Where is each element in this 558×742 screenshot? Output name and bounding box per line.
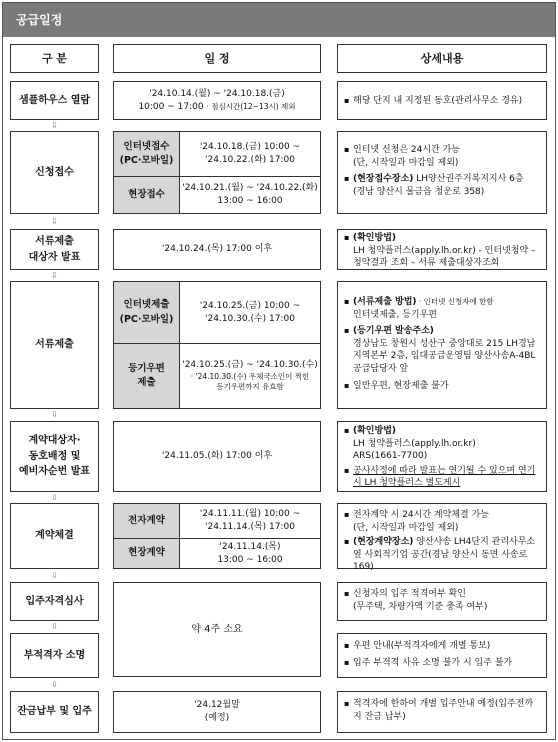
- docs-target-date: '24.10.24.(목) 17:00 이후: [161, 244, 273, 255]
- detail-sample-house: [337, 81, 547, 120]
- onsite-apply-hours: 13:00 ~ 16:00: [217, 196, 283, 206]
- down-arrow-icon: ⇩: [51, 622, 58, 631]
- header-category: 구 분: [10, 44, 99, 73]
- detail-item: ▪ 적격자에 한하여 개별 입주안내 예정(입주전까지 잔금 납부): [344, 698, 540, 723]
- detail-note: · 인터넷 신청자에 한함: [416, 297, 494, 306]
- detail-heading: (확인방법): [353, 426, 397, 436]
- sub-label-internet-apply: 인터넷접수 (PC·모바일): [114, 132, 180, 176]
- detail-item: [344, 325, 540, 375]
- down-arrow-icon: ⇩: [51, 217, 58, 226]
- detail-text: 양산사송 LH4단지 관리사무소 옆 사회적기업 공간(경남 양산시 동면 사송로 169): [353, 537, 536, 573]
- sample-lunch-note: · 점심시간(12~13시) 제외: [206, 101, 296, 111]
- internet-apply-end: '24.10.22.(화) 17:00: [205, 155, 295, 165]
- schedule-contract: [113, 503, 321, 569]
- detail-heading: (등기우편 발송주소): [353, 326, 434, 337]
- detail-heading: (서류제출 방법): [353, 297, 417, 307]
- down-arrow-icon: ⇩: [51, 121, 58, 130]
- detail-heading: (현장계약장소): [353, 537, 414, 548]
- detail-text: ARS(1661-7700): [353, 451, 428, 462]
- category-docs-target: 서류제출 대상자 발표: [10, 229, 99, 270]
- sample-hours: 10:00 ~ 17:00: [138, 101, 204, 112]
- detail-text: (무주택, 차량가액 기준 충족 여부): [353, 601, 488, 612]
- detail-item: [344, 296, 540, 321]
- category-contract: 계약체결: [10, 503, 99, 569]
- detail-item: [344, 173, 540, 198]
- category-move-in: 잔금납부 및 입주: [10, 691, 99, 733]
- onsite-contract-date: '24.11.14.(목): [219, 541, 281, 552]
- detail-text: (단, 시작일과 마감일 제외): [353, 157, 459, 168]
- detail-item: ▪ 일반우편, 현장제출 불가: [344, 380, 540, 393]
- down-arrow-icon: ⇩: [51, 571, 58, 580]
- detail-move-in: [337, 691, 547, 733]
- sub-label-e-contract: 전자계약: [114, 504, 180, 538]
- schedule-move-in: [113, 691, 321, 733]
- e-contract-end: '24.11.14.(목) 17:00: [205, 522, 295, 532]
- detail-text: LH양산권주거복지지사 6층: [413, 174, 524, 185]
- detail-item: ▪ 해당 단지 내 지정된 동호(관리사무소 경유): [344, 95, 522, 108]
- detail-text: 신청자의 입주 적격여부 확인: [353, 589, 466, 599]
- detail-item: [344, 232, 540, 270]
- sample-time: [138, 101, 295, 114]
- screening-duration: 약 4주 소요: [191, 623, 243, 635]
- detail-heading: (확인방법): [353, 233, 397, 243]
- schedule-docs-submission: [113, 281, 321, 409]
- down-arrow-icon: ⇩: [51, 271, 58, 280]
- down-arrow-icon: ⇩: [51, 410, 58, 419]
- sub-label-onsite-apply: 현장접수: [114, 177, 180, 213]
- detail-item: ▪ 입주 부적격 사유 소명 불가 시 입주 불가: [344, 657, 540, 670]
- detail-item: [344, 509, 540, 534]
- detail-item: [344, 144, 540, 169]
- e-contract-start: '24.11.11.(월) 10:00 ~: [199, 509, 301, 520]
- detail-contract: [337, 503, 547, 573]
- detail-docs-target: [337, 229, 547, 270]
- move-in-date: '24.12월말: [194, 700, 240, 711]
- schedule-screening: [113, 582, 321, 677]
- mail-postmark-note: · '24.10.30.(수) 우체국소인이 찍힌: [190, 371, 310, 381]
- detail-contract-target: [337, 421, 547, 492]
- internet-apply-start: '24.10.18.(금) 10:00 ~: [199, 142, 301, 153]
- category-application: 신청접수: [10, 131, 99, 214]
- schedule-sample-house: [113, 81, 321, 120]
- internet-submit-start: '24.10.25.(금) 10:00 ~: [199, 300, 301, 311]
- move-in-tentative: (예정): [204, 713, 230, 723]
- detail-heading: (현장접수장소): [353, 174, 414, 185]
- onsite-apply-dates: '24.10.21.(월) ~ '24.10.22.(화): [182, 183, 318, 194]
- sub-label-internet-submit: 인터넷제출 (PC·모바일): [114, 282, 180, 343]
- sub-label-onsite-contract: 현장계약: [114, 539, 180, 568]
- header-detail: 상세내용: [337, 44, 547, 73]
- category-contract-target: 계약대상자· 동호배정 및 예비자순번 발표: [10, 421, 99, 492]
- detail-item: ▪ 우편 안내(부적격자에게 개별 통보): [344, 640, 540, 653]
- mail-submit-dates: '24.10.25.(금) ~ '24.10.30.(수): [182, 360, 318, 371]
- internet-submit-end: '24.10.30.(수) 17:00: [205, 313, 295, 324]
- detail-text: 경상남도 창원시 성산구 중앙대로 215 LH경남지역본부 2층, 임대공급운영팀 양산사송A-4BL 공급담당자 앞: [353, 338, 536, 374]
- onsite-contract-hours: 13:00 ~ 16:00: [217, 554, 283, 565]
- detail-application: [337, 131, 547, 214]
- detail-text: 전자계약 시 24시간 계약체결 가능: [353, 510, 489, 520]
- mail-postmark-note-2: 등기우편까지 유효함: [216, 382, 284, 392]
- sample-date-range: '24.10.14.(월) ~ '24.10.18.(금): [149, 88, 285, 99]
- detail-item: [344, 425, 540, 463]
- sub-label-mail-submit: 등기우편 제출: [114, 344, 180, 408]
- detail-ineligible: [337, 633, 547, 678]
- schedule-docs-target: [113, 229, 321, 270]
- detail-text: 인터넷 신청은 24시간 가능: [353, 145, 460, 155]
- down-arrow-icon: ⇩: [51, 680, 58, 689]
- category-ineligible: 부적격자 소명: [10, 633, 99, 678]
- detail-text: (경남 양산시 물금읍 청운로 358): [353, 186, 485, 197]
- schedule-contract-target: [113, 421, 321, 492]
- detail-text: LH 청약플러스(apply.lh.or.kr) - 인터넷청약 – 청약결과 조회 – 서류 제출대상자조회: [353, 245, 536, 269]
- section-title: 공급일정: [3, 3, 555, 37]
- detail-item: [344, 588, 540, 613]
- detail-text: 인터넷제출, 등기우편: [353, 309, 437, 320]
- category-screening: 입주자격심사: [10, 582, 99, 621]
- schedule-application: [113, 131, 321, 214]
- contract-target-date: '24.11.05.(화) 17:00 이후: [161, 451, 273, 462]
- category-sample-house: 샘플하우스 열람: [10, 81, 99, 120]
- detail-text: LH 청약플러스(apply.lh.or.kr): [353, 438, 476, 449]
- category-docs-submission: 서류제출: [10, 281, 99, 409]
- down-arrow-icon: ⇩: [51, 493, 58, 502]
- header-schedule: 일 정: [113, 44, 321, 73]
- detail-screening: [337, 582, 547, 621]
- detail-text: (단, 시작일과 마감일 제외): [353, 522, 459, 533]
- detail-docs-submission: [337, 281, 547, 409]
- detail-item: [344, 536, 540, 574]
- detail-item: ▪ 공사사정에 따라 발표는 연기될 수 있으며 연기 시 LH 청약플러스 별도게시: [344, 465, 540, 490]
